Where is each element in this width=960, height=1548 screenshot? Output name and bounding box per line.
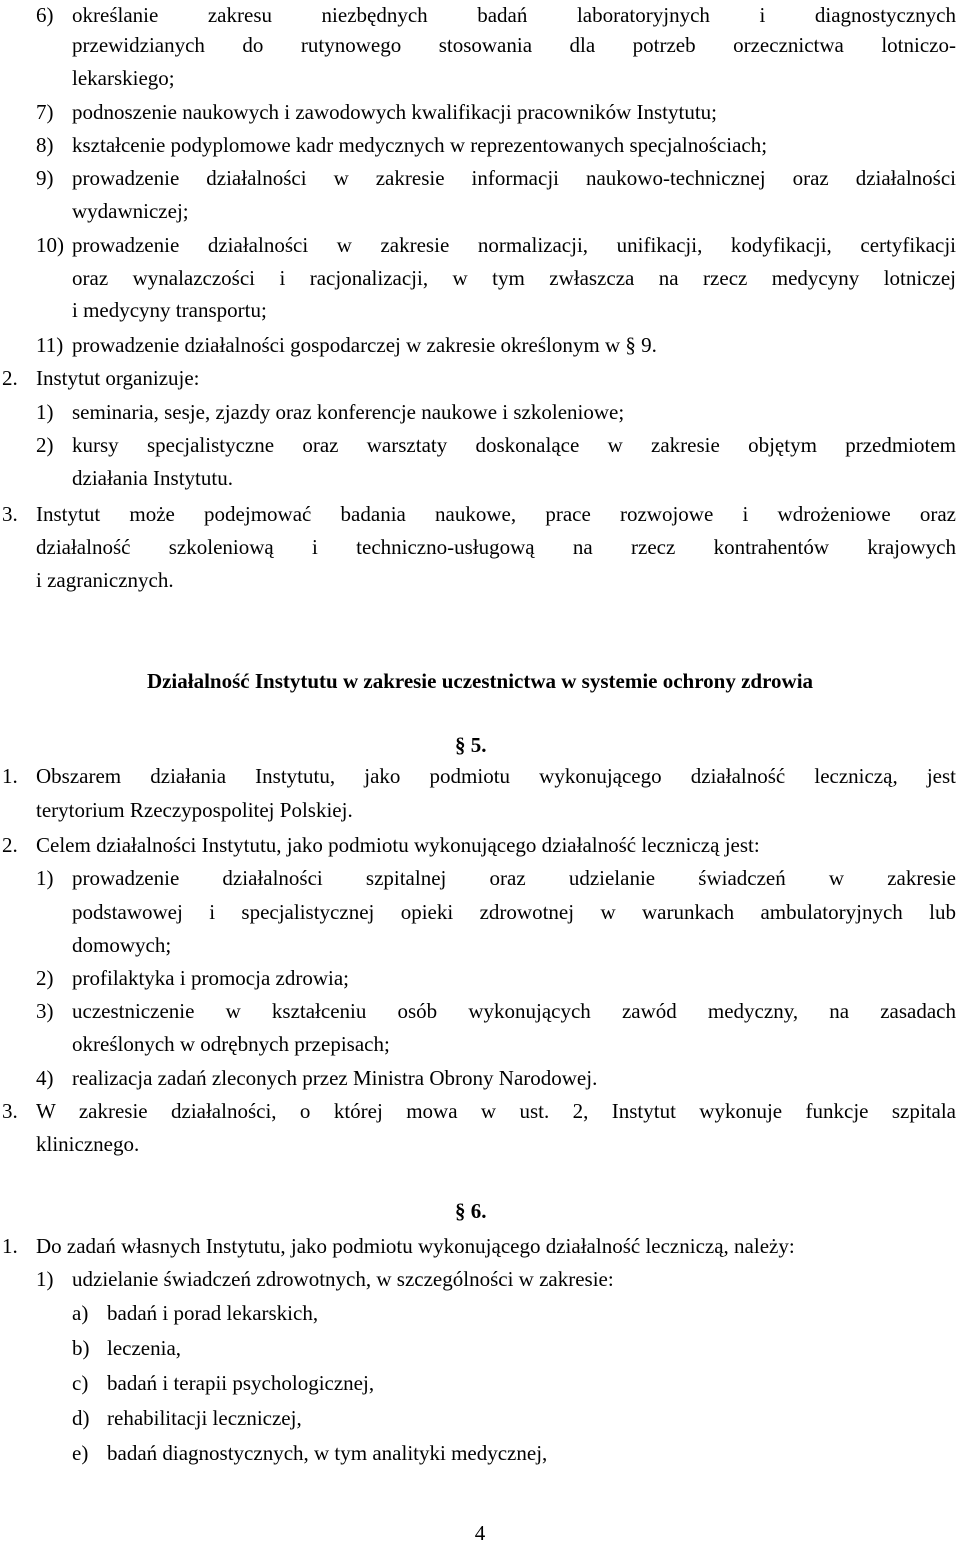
line-text: Obszarem działania Instytutu, jako podmiotu wykonującego działalność leczniczą, jest bbox=[36, 764, 956, 788]
text-line bbox=[0, 897, 960, 927]
text-line bbox=[0, 0, 960, 30]
list-marker: 9) bbox=[36, 166, 54, 190]
line-text: prowadzenie działalności w zakresie informacji naukowo-technicznej oraz działalności bbox=[72, 166, 956, 190]
list-marker: d) bbox=[72, 1406, 90, 1430]
list-marker: 2) bbox=[36, 966, 54, 990]
list-marker: a) bbox=[72, 1301, 89, 1325]
line-text: terytorium Rzeczypospolitej Polskiej. bbox=[36, 798, 353, 822]
line-text: kursy specjalistyczne oraz warsztaty doskonalące w zakresie objętym przedmiotem bbox=[72, 433, 956, 457]
list-marker: 8) bbox=[36, 133, 54, 157]
text-line bbox=[0, 1063, 960, 1093]
page-number: 4 bbox=[474, 1521, 486, 1545]
line-text: prowadzenie działalności w zakresie normalizacji, unifikacji, kodyfikacji, certyfikacji bbox=[72, 233, 956, 257]
text-line bbox=[0, 930, 960, 960]
list-marker: 1) bbox=[36, 1267, 54, 1291]
list-marker: c) bbox=[72, 1371, 89, 1395]
line-text: Instytut może podejmować badania naukowe, prace rozwojowe i wdrożeniowe oraz bbox=[36, 502, 956, 526]
line-text: Celem działalności Instytutu, jako podmiotu wykonującego działalność leczniczą jest: bbox=[36, 833, 760, 857]
list-marker: 10) bbox=[36, 233, 64, 257]
text-line bbox=[0, 996, 960, 1026]
text-line bbox=[0, 863, 960, 893]
list-marker: 3. bbox=[2, 1099, 18, 1123]
line-text: i zagranicznych. bbox=[36, 568, 174, 592]
text-line bbox=[0, 830, 960, 860]
line-text: lekarskiego; bbox=[72, 66, 175, 90]
text-line bbox=[0, 463, 960, 493]
line-text: seminaria, sesje, zjazdy oraz konferencje naukowe i szkoleniowe; bbox=[72, 400, 625, 424]
text-line bbox=[0, 1231, 960, 1261]
section-5-marker: § 5. bbox=[455, 733, 487, 757]
text-line bbox=[0, 295, 960, 325]
line-text: kształcenie podyplomowe kadr medycznych w reprezentowanych specjalnościach; bbox=[72, 133, 768, 157]
list-marker: 11) bbox=[36, 333, 64, 357]
line-text: realizacja zadań zleconych przez Ministra Obrony Narodowej. bbox=[72, 1066, 598, 1090]
list-marker: 4) bbox=[36, 1066, 54, 1090]
text-line bbox=[0, 565, 960, 595]
text-line bbox=[0, 1129, 960, 1159]
line-text: uczestniczenie w kształceniu osób wykonujących zawód medyczny, na zasadach bbox=[72, 999, 956, 1023]
line-text: wydawniczej; bbox=[72, 199, 189, 223]
text-line bbox=[0, 163, 960, 193]
line-text: badań i porad lekarskich, bbox=[107, 1301, 319, 1325]
text-line bbox=[0, 230, 960, 260]
list-marker: e) bbox=[72, 1441, 89, 1465]
section-6-marker: § 6. bbox=[455, 1199, 487, 1223]
section-heading: Działalność Instytutu w zakresie uczestnictwa w systemie ochrony zdrowia bbox=[146, 669, 814, 693]
text-line bbox=[0, 963, 960, 993]
line-text: podnoszenie naukowych i zawodowych kwalifikacji pracowników Instytutu; bbox=[72, 100, 718, 124]
line-text: prowadzenie działalności szpitalnej oraz udzielanie świadczeń w zakresie bbox=[72, 866, 956, 890]
text-line bbox=[0, 1096, 960, 1126]
text-line bbox=[0, 795, 960, 825]
text-line bbox=[0, 1264, 960, 1294]
text-line bbox=[0, 1298, 960, 1328]
list-marker: 1) bbox=[36, 400, 54, 424]
text-line bbox=[0, 1333, 960, 1363]
list-marker: 7) bbox=[36, 100, 54, 124]
line-text: badań i terapii psychologicznej, bbox=[107, 1371, 375, 1395]
text-line bbox=[0, 30, 960, 60]
line-text: Instytut organizuje: bbox=[36, 366, 200, 390]
list-marker: 2) bbox=[36, 433, 54, 457]
text-line bbox=[0, 196, 960, 226]
line-text: określonych w odrębnych przepisach; bbox=[72, 1032, 390, 1056]
text-line bbox=[0, 761, 960, 791]
line-text: leczenia, bbox=[107, 1336, 182, 1360]
line-text: określanie zakresu niezbędnych badań laboratoryjnych i diagnostycznych bbox=[72, 3, 956, 27]
list-marker: 1. bbox=[2, 764, 18, 788]
line-text: podstawowej i specjalistycznej opieki zdrowotnej w warunkach ambulatoryjnych lub bbox=[72, 900, 956, 924]
line-text: oraz wynalazczości i racjonalizacji, w tym zwłaszcza na rzecz medycyny lotniczej bbox=[72, 266, 956, 290]
line-text: profilaktyka i promocja zdrowia; bbox=[72, 966, 349, 990]
line-text: i medycyny transportu; bbox=[72, 298, 267, 322]
text-line bbox=[0, 532, 960, 562]
list-marker: 2. bbox=[2, 833, 18, 857]
line-text: Do zadań własnych Instytutu, jako podmiotu wykonującego działalność leczniczą, należy: bbox=[36, 1234, 795, 1258]
line-text: domowych; bbox=[72, 933, 172, 957]
list-marker: 1) bbox=[36, 866, 54, 890]
text-line bbox=[0, 499, 960, 529]
list-marker: 3) bbox=[36, 999, 54, 1023]
line-text: przewidzianych do rutynowego stosowania dla potrzeb orzecznictwa lotniczo- bbox=[72, 33, 956, 57]
list-marker: 2. bbox=[2, 366, 18, 390]
line-text: działania Instytutu. bbox=[72, 466, 233, 490]
line-text: działalność szkoleniową i techniczno-usługową na rzecz kontrahentów krajowych bbox=[36, 535, 956, 559]
line-text: rehabilitacji leczniczej, bbox=[107, 1406, 302, 1430]
text-line bbox=[0, 1368, 960, 1398]
text-line bbox=[0, 397, 960, 427]
text-line bbox=[0, 1438, 960, 1468]
list-marker: 1. bbox=[2, 1234, 18, 1258]
list-marker: 3. bbox=[2, 502, 18, 526]
text-line bbox=[0, 330, 960, 360]
text-line bbox=[0, 130, 960, 160]
text-line bbox=[0, 1029, 960, 1059]
line-text: prowadzenie działalności gospodarczej w zakresie określonym w § 9. bbox=[72, 333, 657, 357]
text-line bbox=[0, 1403, 960, 1433]
text-line bbox=[0, 263, 960, 293]
list-marker: b) bbox=[72, 1336, 90, 1360]
text-line bbox=[0, 63, 960, 93]
list-marker: 6) bbox=[36, 3, 54, 27]
line-text: badań diagnostycznych, w tym analityki medycznej, bbox=[107, 1441, 548, 1465]
line-text: W zakresie działalności, o której mowa w ust. 2, Instytut wykonuje funkcje szpitala bbox=[36, 1099, 956, 1123]
text-line bbox=[0, 430, 960, 460]
text-line bbox=[0, 97, 960, 127]
line-text: udzielanie świadczeń zdrowotnych, w szczególności w zakresie: bbox=[72, 1267, 614, 1291]
line-text: klinicznego. bbox=[36, 1132, 140, 1156]
text-line bbox=[0, 363, 960, 393]
